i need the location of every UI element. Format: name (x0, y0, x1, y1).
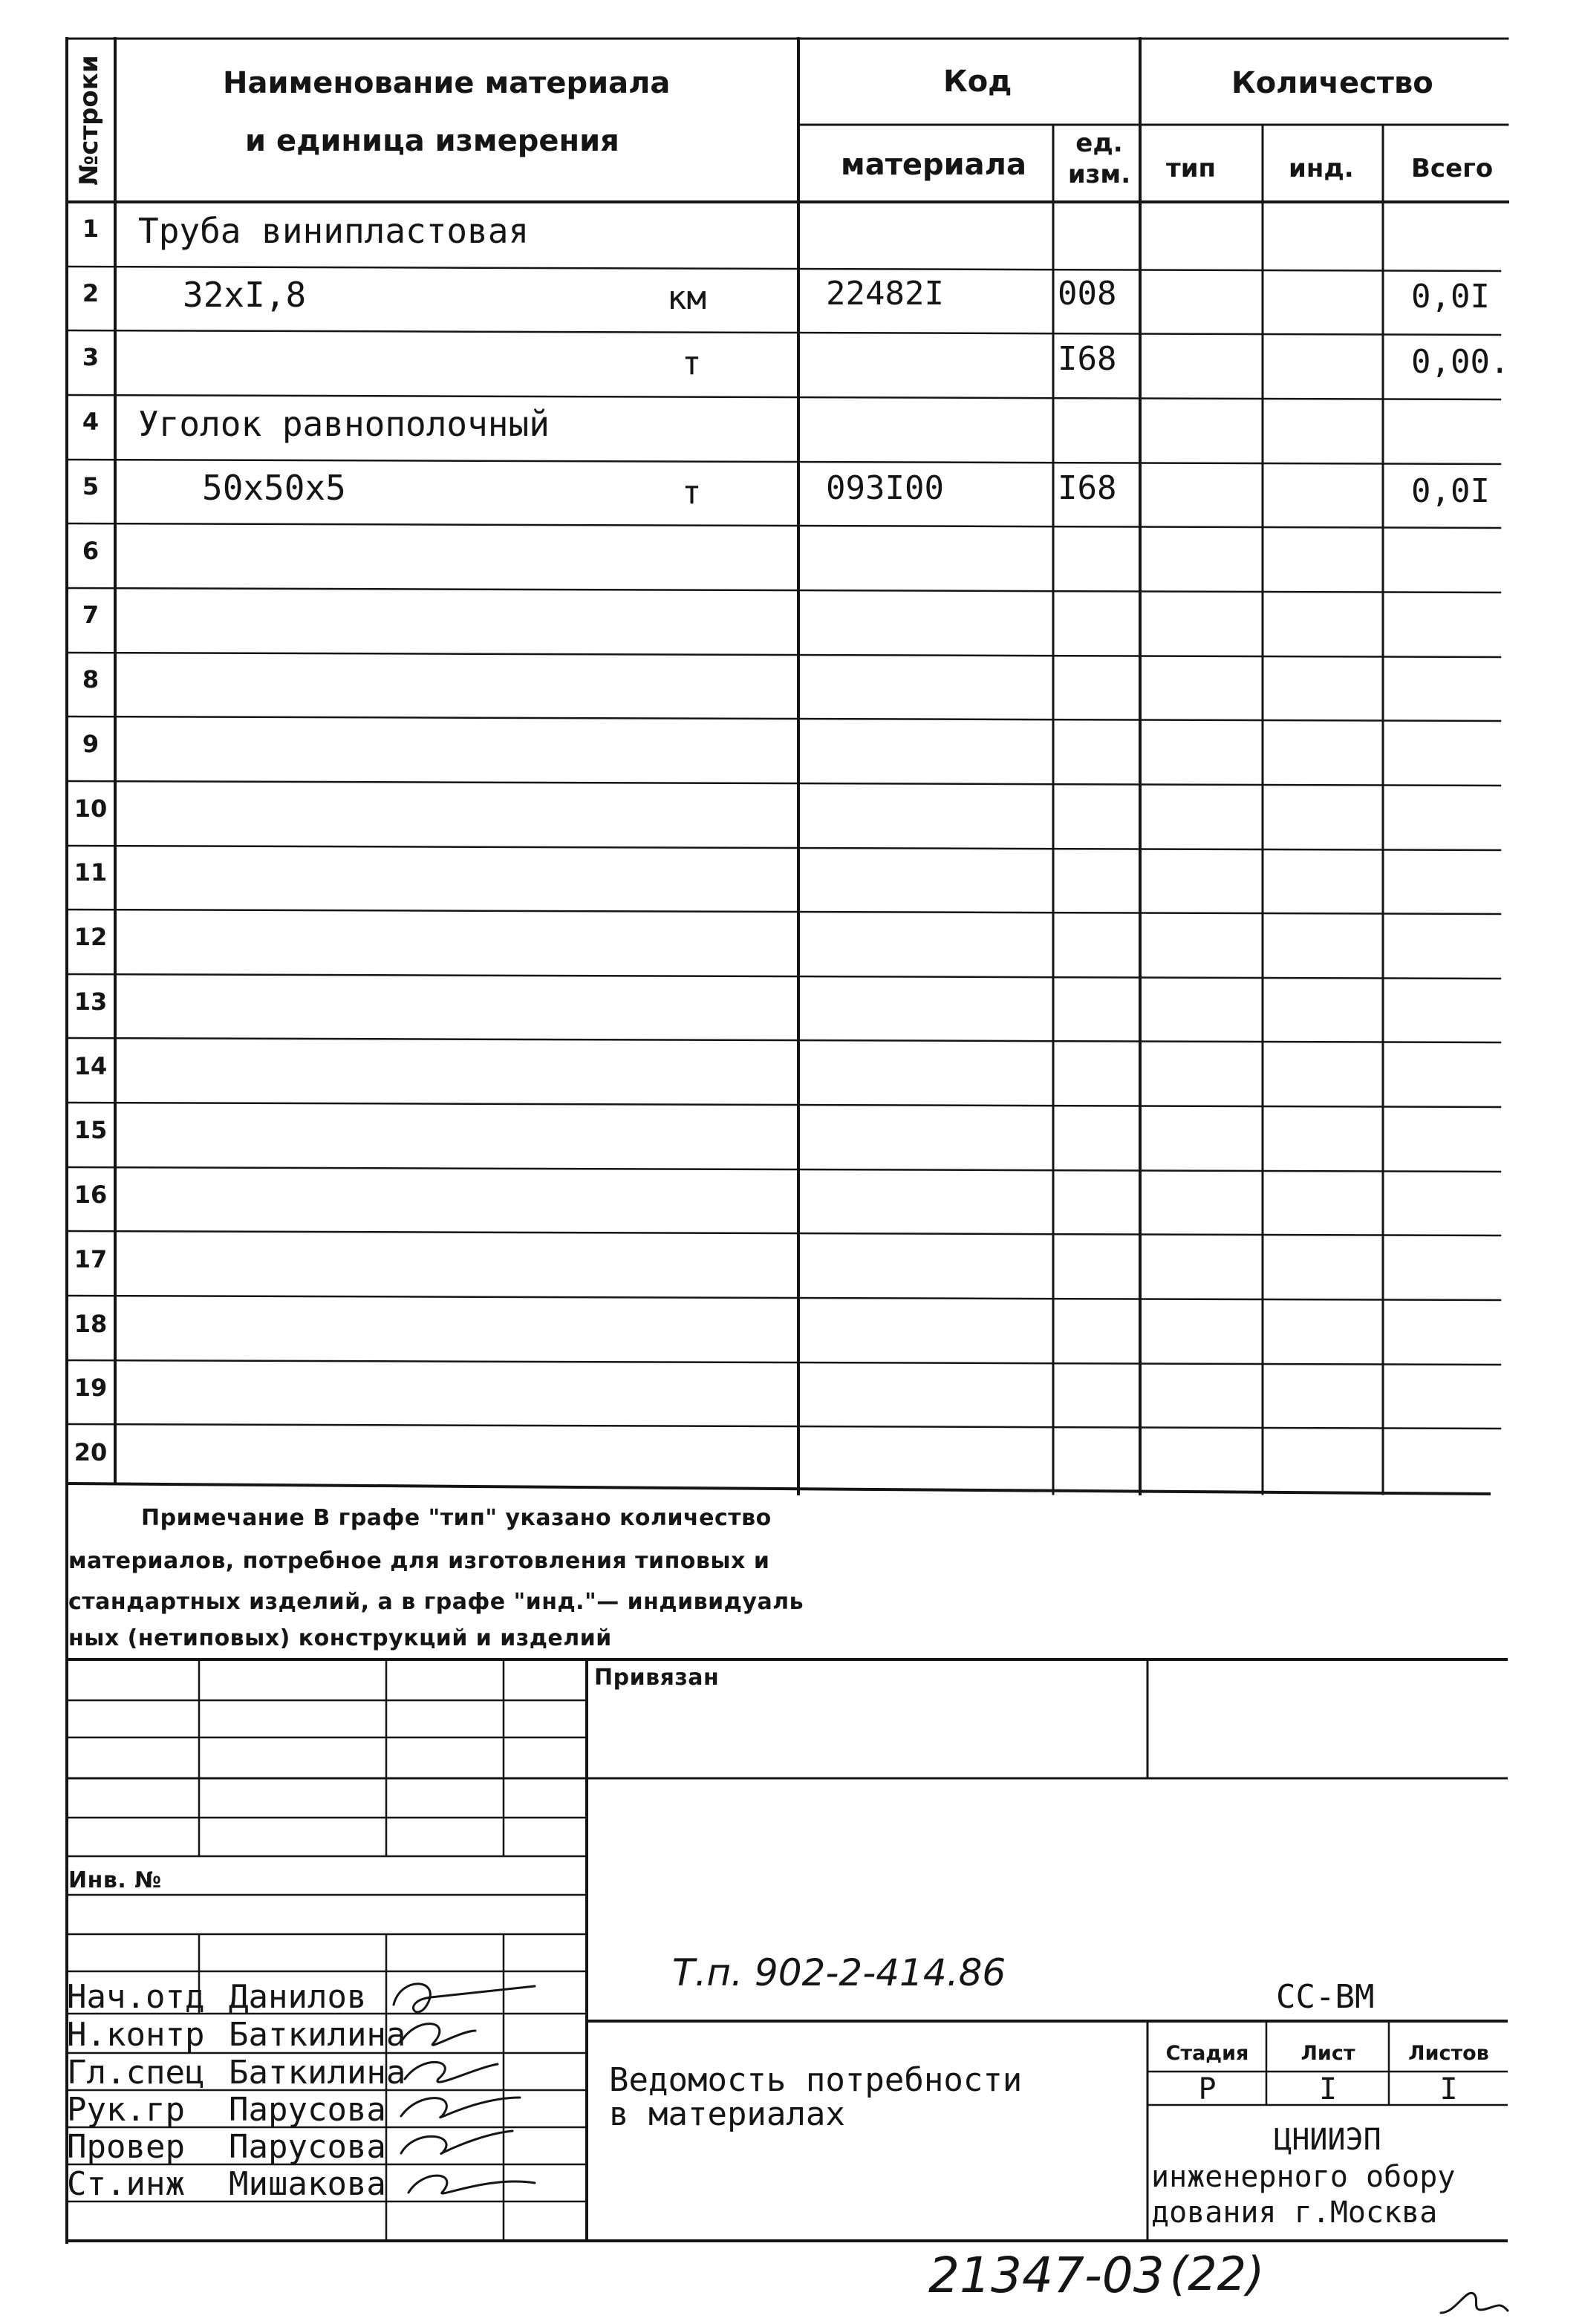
note-line: стандартных изделий, а в графе "инд."— индивидуаль (68, 1589, 804, 1615)
row-number: 17 (74, 1245, 108, 1273)
row-number: 14 (74, 1052, 108, 1080)
material-unit: км (667, 279, 706, 317)
name-header-line1: Наименование материала (223, 66, 671, 100)
row-number: 9 (82, 730, 100, 758)
material-name: 32хI,8 (183, 275, 307, 315)
row-number: 10 (74, 794, 108, 823)
initials-mark (1433, 2279, 1515, 2320)
unit-code: 008 (1058, 275, 1117, 313)
note-line: ных (нетиповых) конструкций и изделий (68, 1625, 612, 1651)
material-code: 093I00 (826, 469, 944, 507)
signer-role: Н.контр (67, 2016, 205, 2054)
qty-type-header: тип (1166, 154, 1217, 183)
sheet-number: (22) (1170, 2247, 1265, 2301)
total-quantity: 0,00. (1411, 343, 1510, 381)
note-line: материалов, потребное для изготовления типовых и (68, 1548, 770, 1574)
qty-total-header: Всего (1411, 154, 1494, 183)
row-number: 3 (82, 343, 100, 371)
signer-name: Баткилина (229, 2016, 406, 2054)
unit-code: I68 (1058, 469, 1117, 507)
row-number: 15 (74, 1116, 108, 1144)
material-unit: т (682, 474, 702, 512)
signer-role: Гл.спец (67, 2054, 205, 2092)
document-title-line1: Ведомость потребности (609, 2061, 1023, 2099)
signer-name: Мишакова (229, 2165, 386, 2203)
code-material-header: материала (841, 148, 1026, 182)
row-number: 2 (82, 279, 100, 307)
total-quantity: 0,0I (1411, 278, 1490, 316)
total-quantity: 0,0I (1411, 472, 1490, 510)
signer-role: Рук.гр (67, 2091, 185, 2129)
signer-name: Баткилина (229, 2054, 406, 2092)
row-number: 7 (82, 601, 100, 629)
quantity-header: Количество (1231, 66, 1433, 100)
row-number: 5 (82, 472, 100, 500)
sheets-value: I (1439, 2072, 1458, 2106)
signer-name: Парусова (229, 2091, 386, 2129)
row-number: 11 (74, 858, 108, 887)
material-code: 22482I (826, 275, 944, 313)
sheet-value: I (1318, 2072, 1338, 2106)
row-number: 8 (82, 665, 100, 693)
sheet-label: Лист (1300, 2042, 1355, 2065)
row-number: 20 (74, 1438, 108, 1466)
sheets-label: Листов (1408, 2042, 1489, 2065)
organization-line1: ЦНИИЭП (1274, 2123, 1381, 2157)
organization-line2: инженерного обору (1151, 2160, 1456, 2194)
unit-code: I68 (1058, 340, 1117, 378)
signer-role: Провер (67, 2128, 185, 2166)
signer-role: Нач.отд (67, 1978, 205, 2016)
organization-line3: дования г.Москва (1151, 2196, 1438, 2230)
qty-individual-header: инд. (1289, 154, 1354, 183)
row-number: 6 (82, 537, 100, 565)
row-number: 12 (74, 923, 108, 951)
stage-label: Стадия (1165, 2042, 1249, 2065)
material-name: Уголок равнополочный (138, 404, 550, 444)
privyazan-label: Привязан (594, 1665, 720, 1691)
name-header-line2: и единица измерения (245, 124, 619, 158)
row-number: 16 (74, 1181, 108, 1209)
signer-role: Ст.инж (67, 2165, 185, 2203)
code-unit-header-1: ед. (1075, 128, 1123, 158)
inventory-number-label: Инв. № (68, 1867, 162, 1893)
signer-name: Данилов (229, 1978, 367, 2016)
material-unit: т (682, 345, 702, 382)
signer-name: Парусова (229, 2128, 386, 2166)
row-number: 4 (82, 408, 100, 436)
signatures (371, 1971, 564, 2246)
row-number: 19 (74, 1374, 108, 1402)
row-number-header: №строки (74, 55, 104, 186)
material-name: Труба винипластовая (138, 211, 530, 251)
code-header: Код (943, 65, 1012, 99)
material-name: 50х50х5 (202, 468, 346, 508)
row-number: 18 (74, 1310, 108, 1338)
row-number: 13 (74, 988, 108, 1016)
note-line: Примечание В графе "тип" указано количество (141, 1505, 772, 1531)
document-mark: СС-ВМ (1276, 1978, 1375, 2016)
document-title-line2: в материалах (609, 2095, 845, 2133)
row-number: 1 (82, 215, 100, 243)
project-code: Т.п. 902-2-414.86 (672, 1951, 1006, 1994)
stage-value: Р (1198, 2072, 1217, 2106)
archive-number: 21347-03 (928, 2247, 1165, 2304)
code-unit-header-2: изм. (1067, 160, 1131, 189)
